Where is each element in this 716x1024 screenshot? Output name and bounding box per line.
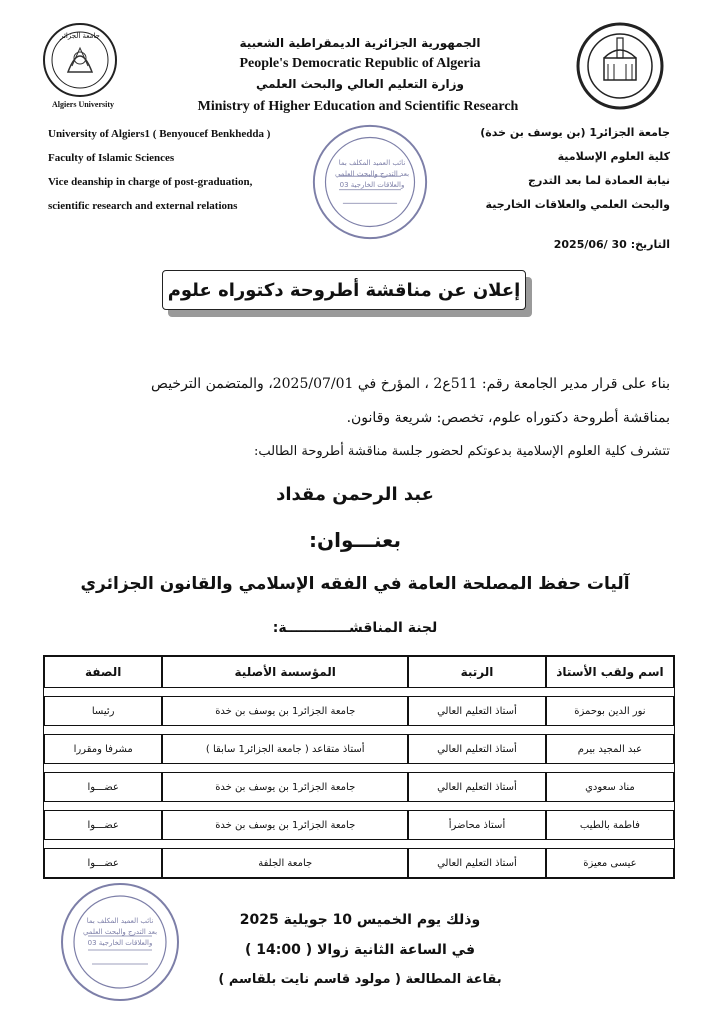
committee-table bbox=[43, 655, 675, 879]
right-line-2: كلية العلوم الإسلامية bbox=[557, 150, 670, 163]
header-institution: المؤسسة الأصلية bbox=[162, 656, 408, 688]
cell-role: رئيسا bbox=[44, 696, 162, 726]
cell-role: عضـــوا bbox=[44, 848, 162, 878]
cell-role: مشرفا ومقررا bbox=[44, 734, 162, 764]
committee-label: لجنة المناقشـــــــــــــة: bbox=[272, 620, 438, 636]
table-row bbox=[44, 696, 674, 726]
header-role: الصفة bbox=[44, 656, 162, 688]
cell-rank: أستاذ محاضرأ bbox=[408, 810, 546, 840]
cell-institution: جامعة الجزائر1 بن يوسف بن خدة bbox=[162, 810, 408, 840]
cell-institution: جامعة الجزائر1 بن يوسف بن خدة bbox=[162, 696, 408, 726]
left-line-1: University of Algiers1 ( Benyoucef Benkhedda ) bbox=[48, 128, 271, 140]
date-label: التاريخ: bbox=[630, 238, 670, 251]
table-header-row bbox=[44, 656, 674, 688]
thesis-title: آليات حفظ المصلحة العامة في الفقه الإسلامي والقانون الجزائري bbox=[80, 574, 630, 594]
cell-rank: أستاذ التعليم العالي bbox=[408, 848, 546, 878]
body-line-2: بمناقشة أطروحة دكتوراه علوم، تخصص: شريعة وقانون. bbox=[346, 410, 670, 426]
ar-republic: الجمهورية الجزائرية الديمقراطية الشعبية bbox=[239, 36, 481, 50]
right-line-4: والبحث العلمي والعلاقات الخارجية bbox=[485, 198, 670, 211]
announcement-title: إعلان عن مناقشة أطروحة دكتوراه علوم bbox=[162, 270, 526, 310]
body-line-1: بناء على قرار مدير الجامعة رقم: 511ع2 ، المؤرخ في 2025/07/01، والمتضمن الترخيص bbox=[151, 376, 670, 392]
official-stamp bbox=[310, 122, 434, 246]
footer-line-1: وذلك يوم الخميس 10 جويلية 2025 bbox=[239, 912, 481, 928]
footer-line-2: في الساعة الثانية زوالا ( 14:00 ) bbox=[244, 942, 476, 958]
date-line bbox=[520, 238, 670, 251]
body-line-3: تتشرف كلية العلوم الإسلامية بدعوتكم لحضور جلسة مناقشة أطروحة الطالب: bbox=[253, 444, 670, 459]
cell-name: عيسى معيزة bbox=[546, 848, 674, 878]
cell-name: فاطمة بالطيب bbox=[546, 810, 674, 840]
cell-role: عضـــوا bbox=[44, 772, 162, 802]
header-name: اسم ولقب الأستاذ bbox=[546, 656, 674, 688]
title-label: بعنـــوان: bbox=[309, 528, 401, 552]
cell-name: مناد سعودي bbox=[546, 772, 674, 802]
cell-institution: أستاذ متقاعد ( جامعة الجزائر1 سابقا ) bbox=[162, 734, 408, 764]
table-row bbox=[44, 810, 674, 840]
cell-rank: أستاذ التعليم العالي bbox=[408, 772, 546, 802]
table-row bbox=[44, 772, 674, 802]
left-line-2: Faculty of Islamic Sciences bbox=[48, 152, 175, 164]
ar-ministry: وزارة التعليم العالي والبحث العلمي bbox=[255, 77, 465, 91]
table-row bbox=[44, 848, 674, 878]
en-ministry: Ministry of Higher Education and Scientific Research bbox=[197, 99, 519, 114]
en-republic: People's Democratic Republic of Algeria bbox=[239, 56, 481, 71]
faculty-logo bbox=[574, 22, 666, 110]
footer-line-3: بقاعة المطالعة ( مولود قاسم نايت بلقاسم ) bbox=[218, 972, 502, 987]
cell-name: عبد المجيد بيرم bbox=[546, 734, 674, 764]
right-line-1: جامعة الجزائر1 (بن يوسف بن خدة) bbox=[480, 126, 670, 139]
cell-institution: جامعة الجلفة bbox=[162, 848, 408, 878]
student-name: عبد الرحمن مقداد bbox=[276, 484, 434, 505]
cell-rank: أستاذ التعليم العالي bbox=[408, 734, 546, 764]
date-value: 2025/06/ 30 bbox=[553, 238, 627, 251]
left-line-3: Vice deanship in charge of post-graduation, bbox=[48, 176, 253, 188]
logo-left-caption: Algiers University bbox=[52, 100, 114, 109]
left-line-4: scientific research and external relations bbox=[48, 200, 238, 212]
stamp-text: نائب العميد المكلف بما بعد التدرج والبحث العلمي والعلاقات الخارجية 03 bbox=[334, 159, 410, 189]
cell-institution: جامعة الجزائر1 بن يوسف بن خدة bbox=[162, 772, 408, 802]
stamp-text-bottom: نائب العميد المكلف بما بعد التدرج والبحث العلمي والعلاقات الخارجية 03 bbox=[82, 917, 158, 947]
right-line-3: نيابة العمادة لما بعد التدرج bbox=[528, 174, 670, 187]
cell-rank: أستاذ التعليم العالي bbox=[408, 696, 546, 726]
cell-role: عضـــوا bbox=[44, 810, 162, 840]
logo-left-text: جامعة الجزائر bbox=[60, 32, 100, 40]
table-row bbox=[44, 734, 674, 764]
cell-name: نور الدين بوحمزة bbox=[546, 696, 674, 726]
header-rank: الرتبة bbox=[408, 656, 546, 688]
